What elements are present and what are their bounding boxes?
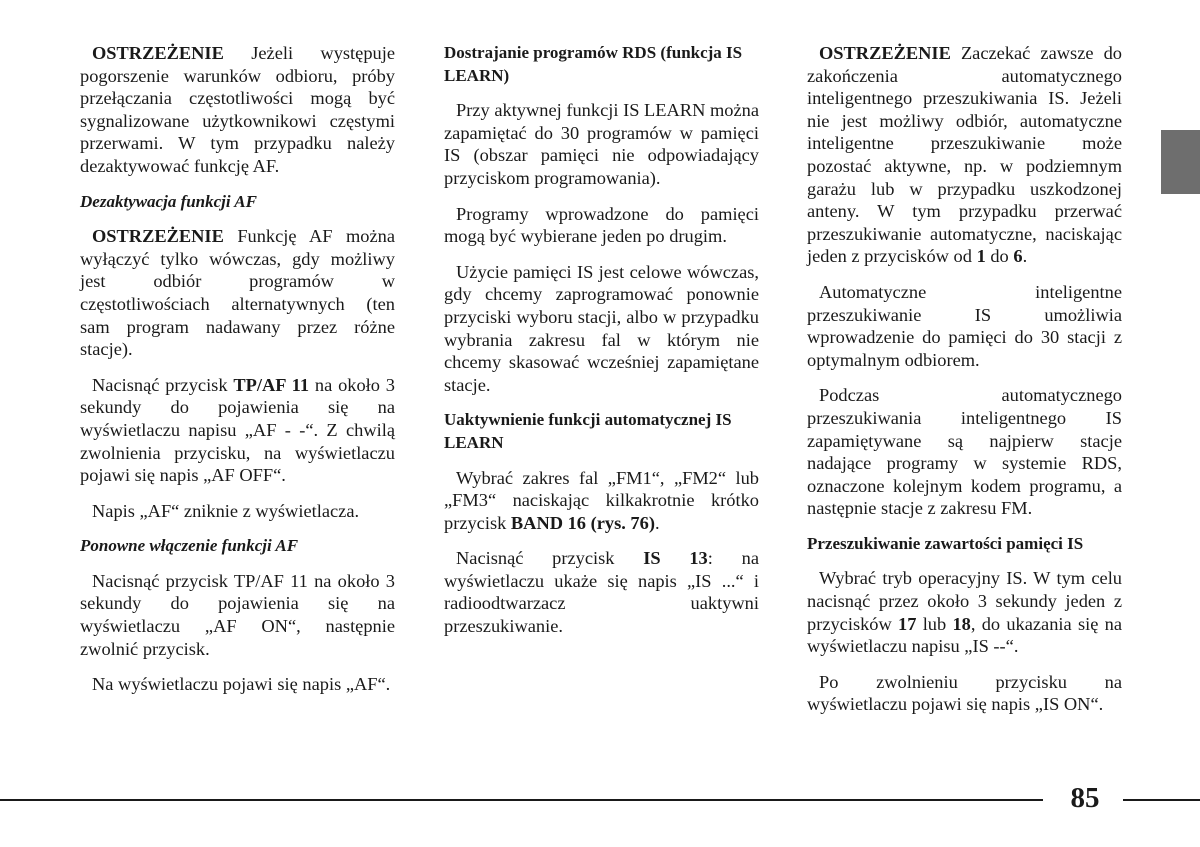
column-3 [807, 42, 1122, 729]
section-heading: Uaktywnienie funkcji automatycznej IS LEARN [444, 410, 732, 452]
column-1 [80, 42, 395, 709]
body-paragraph: Wybrać tryb operacyjny IS. W tym celu nacisnąć przez około 3 sekundy jeden z przycisków 17 lub 18, do ukazania się na wyświetlaczu napisu „IS --“. [807, 568, 1122, 657]
section-heading: Dostrajanie programów RDS (funkcja IS LEARN) [444, 43, 743, 85]
body-paragraph: Na wyświetlaczu pojawi się napis „AF“. [92, 674, 391, 695]
footer-rule-right [1123, 799, 1200, 801]
warning-paragraph: OSTRZEŻENIE Funkcję AF można wyłączyć tylko wówczas, gdy możliwy jest odbiór programów w częstotliwościach alternatywnych (ten sam program nadawany przez różne stacje). [80, 226, 395, 360]
section-tab-marker [1161, 130, 1200, 194]
section-heading: Przeszukiwanie zawartości pamięci IS [807, 533, 1084, 553]
body-paragraph: Nacisnąć przycisk TP/AF 11 na około 3 sekundy do pojawienia się na wyświetlaczu napisu „AF - -“. Z chwilą zwolnienia przycisku, na wyświetlaczu pojawi się napis „AF OFF“. [80, 374, 395, 486]
body-paragraph: Użycie pamięci IS jest celowe wówczas, gdy chcemy zaprogramować ponownie przyciski wyboru stacji, albo w przypadku wybrania zakresu fal w którym nie chcemy skasować wcześniej zapamiętane stacje. [444, 261, 759, 395]
section-heading: Ponowne włączenie funkcji AF [80, 536, 299, 556]
page-number: 85 [1070, 782, 1100, 814]
warning-label: OSTRZEŻENIE [92, 43, 224, 63]
body-paragraph: Napis „AF“ zniknie z wyświetlacza. [92, 500, 360, 521]
warning-label: OSTRZEŻENIE [92, 226, 224, 247]
warning-paragraph: OSTRZEŻENIE Jeżeli występuje pogorszenie warunków odbioru, próby przełączania częstotliwości mogą być sygnalizowane użytkownikowi częstymi przerwami. W tym przypadku należy dezaktywować funkcję AF. [80, 43, 395, 176]
body-paragraph: Wybrać zakres fal „FM1“, „FM2“ lub „FM3“ naciskając kilkakrotnie krótko przycisk BAND 16 (rys. 76). [444, 467, 759, 533]
body-paragraph: Podczas automatycznego przeszukiwania inteligentnego IS zapamiętywane są najpierw stacje nadające programy w systemie RDS, oznaczone kolejnym kodem programu, a następnie stacje z zakresu FM. [807, 385, 1122, 519]
warning-paragraph: OSTRZEŻENIE Zaczekać zawsze do zakończenia automatycznego inteligentnego przeszukiwania IS. Jeżeli nie jest możliwy odbiór, automatyczne inteligentne przeszukiwanie może pozostać aktywne, np. w podziemnym garażu lub w przypadku uszkodzonej anteny. W tym przypadku przerwać przeszukiwanie automatyczne, naciskając jeden z przycisków od 1 do 6. [807, 43, 1122, 267]
footer-rule-left [0, 799, 1043, 801]
body-paragraph: Nacisnąć przycisk IS 13: na wyświetlaczu ukaże się napis „IS ...“ i radioodtwarzacz uaktywni przeszukiwanie. [444, 548, 759, 637]
body-paragraph: Przy aktywnej funkcji IS LEARN można zapamiętać do 30 programów w pamięci IS (obszar pamięci nie odpowiadający przyciskom programowania). [444, 100, 759, 188]
body-paragraph: Programy wprowadzone do pamięci mogą być wybierane jeden po drugim. [444, 203, 759, 247]
body-paragraph: Nacisnąć przycisk TP/AF 11 na około 3 sekundy do pojawienia się na wyświetlaczu „AF ON“, następnie zwolnić przycisk. [80, 570, 395, 659]
body-paragraph: Automatyczne inteligentne przeszukiwanie IS umożliwia wprowadzenie do pamięci do 30 stacji z optymalnym odbiorem. [807, 281, 1122, 370]
warning-label: OSTRZEŻENIE [819, 43, 951, 63]
body-paragraph: Po zwolnieniu przycisku na wyświetlaczu pojawi się napis „IS ON“. [807, 671, 1122, 715]
column-2 [444, 42, 759, 651]
section-heading: Dezaktywacja funkcji AF [80, 191, 257, 211]
